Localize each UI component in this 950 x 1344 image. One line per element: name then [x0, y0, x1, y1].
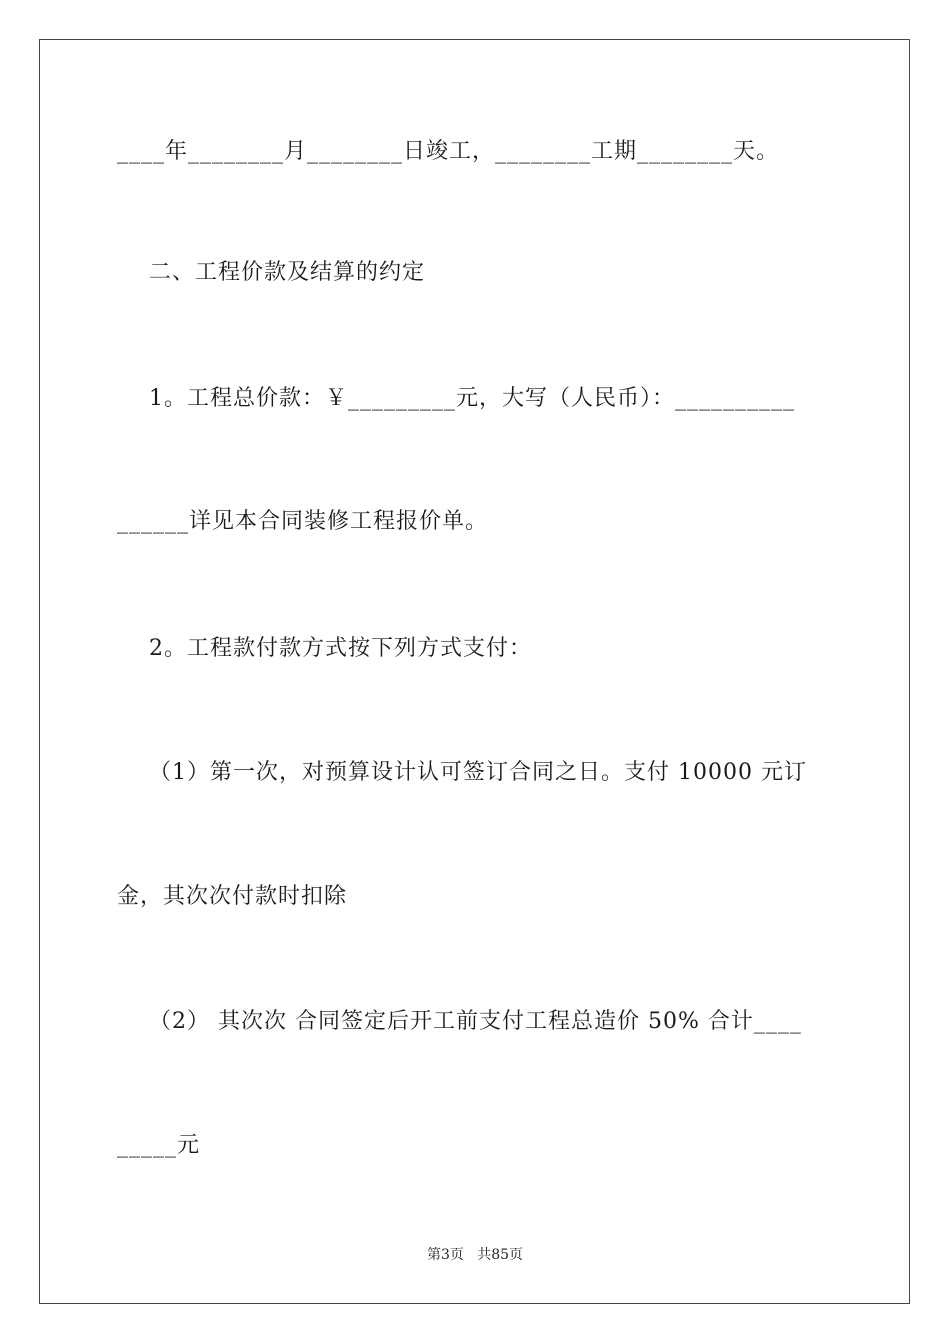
text-line: 金，其次次付款时扣除: [117, 884, 348, 909]
text-line: 2。工程款付款方式按下列方式支付：: [117, 636, 532, 661]
text-line: 1。工程总价款：￥_________元，大写（人民币）：__________: [117, 386, 795, 411]
text-line: （1）第一次，对预算设计认可签订合同之日。支付 10000 元订: [117, 760, 807, 785]
text-line: （2） 其次次 合同签定后开工前支付工程总造价 50% 合计____: [117, 1009, 802, 1034]
text-line: _____元: [117, 1133, 201, 1158]
page-frame: [39, 39, 910, 1304]
section-heading: 二、工程价款及结算的约定: [117, 260, 425, 285]
text-line: ______详见本合同装修工程报价单。: [117, 509, 489, 534]
text-line: ____年________月________日竣工，________工期________天。: [117, 139, 780, 164]
page-number-footer: 第3页 共85页: [426, 1247, 524, 1263]
